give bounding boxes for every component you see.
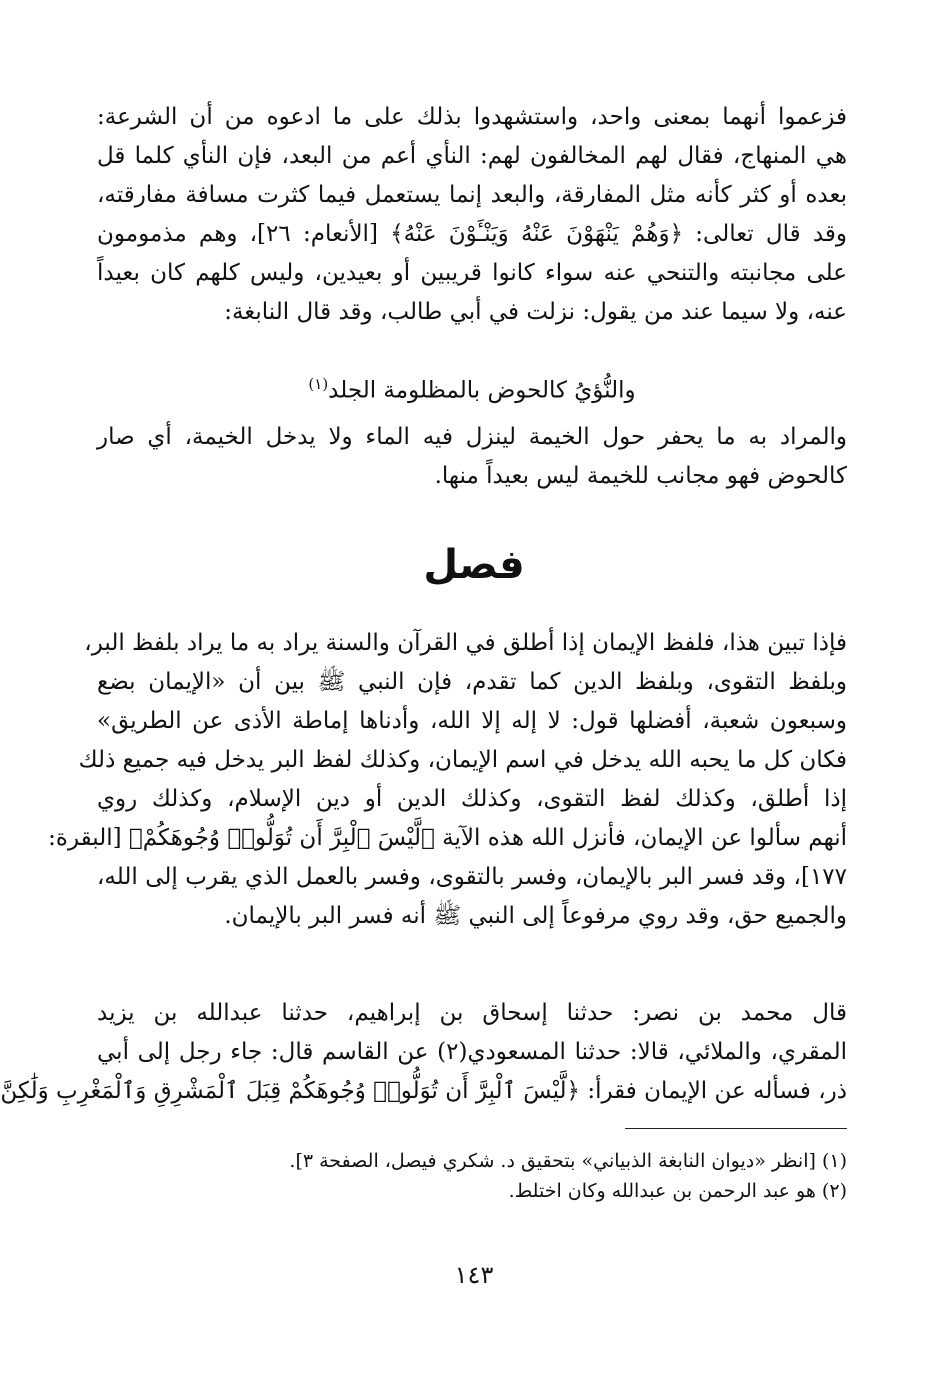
paragraph-1 — [97, 98, 847, 332]
poetry-verse — [97, 364, 847, 411]
footnote-divider — [625, 1128, 847, 1129]
verse-text: والنُّؤيُ كالحوض بالمظلومة الجلد — [328, 377, 636, 404]
text-line: إذا أطلق، وكذلك لفظ التقوى، وكذلك الدين أو دين الإسلام، وكذلك روي — [97, 786, 847, 812]
section-heading: فصل — [423, 542, 525, 588]
footnotes — [97, 1146, 847, 1206]
text-line: بعده أو كثر كأنه مثل المفارقة، والبعد إنما يستعمل فيما كثرت مسافة مفارقته، — [97, 182, 847, 208]
text-line: ١٧٧]، وقد فسر البر بالإيمان، وفسر بالتقوى، وفسر بالعمل الذي يقرب إلى الله، — [97, 864, 847, 890]
text-line: والمراد به ما يحفر حول الخيمة لينزل فيه الماء ولا يدخل الخيمة، أي صار — [97, 424, 847, 450]
text-line: وبلفظ التقوى، وبلفظ الدين كما تقدم، فإن النبي ﷺ بين أن «الإيمان بضع — [97, 669, 847, 695]
text-line: عنه، ولا سيما عند من يقول: نزلت في أبي طالب، وقد قال النابغة: — [224, 299, 847, 325]
text-line: كالحوض فهو مجانب للخيمة ليس بعيداً منها. — [434, 463, 847, 489]
footnote-mark: (١) — [308, 375, 329, 393]
text-line: المقري، والملائي، قالا: حدثنا المسعودي(٢) عن القاسم قال: جاء رجل إلى أبي — [97, 1039, 847, 1065]
text-line: قال محمد بن نصر: حدثنا إسحاق بن إبراهيم، حدثنا عبدالله بن يزيد — [97, 1000, 847, 1026]
text-line: وسبعون شعبة، أفضلها قول: لا إله إلا الله، وأدناها إماطة الأذى عن الطريق» — [97, 708, 847, 734]
footnote-1: (١) [انظر «ديوان النابغة الذبياني» بتحقيق د. شكري فيصل، الصفحة ٣]. — [289, 1150, 847, 1172]
text-line: فزعموا أنهما بمعنى واحد، واستشهدوا بذلك على ما ادعوه من أن الشرعة: — [97, 104, 847, 130]
paragraph-4 — [0, 994, 847, 1111]
page-number: ١٤٣ — [454, 1261, 494, 1289]
paragraph-2 — [97, 418, 847, 496]
text-line: ذر، فسأله عن الإيمان فقرأ: ﴿لَّيْسَ ٱلْبِرَّ أَن تُوَلُّوا۟ وُجُوهَكُمْ قِبَلَ ٱلْمَشْرِقِ وَٱلْمَغْرِبِ وَلَٰكِنَّ — [0, 1078, 847, 1104]
text-line: هي المنهاج، فقال لهم المخالفون لهم: النأي أعم من البعد، فإن النأي كلما قل — [97, 143, 847, 169]
paragraph-3 — [48, 624, 847, 936]
text-line: فكان كل ما يحبه الله يدخل في اسم الإيمان، وكذلك لفظ البر يدخل فيه جميع ذلك — [78, 747, 847, 773]
text-line: والجميع حق، وقد روي مرفوعاً إلى النبي ﷺ أنه فسر البر بالإيمان. — [224, 903, 847, 929]
text-line: أنهم سألوا عن الإيمان، فأنزل الله هذه الآية ﴿لَّيْسَ ٱلْبِرَّ أَن تُوَلُّوا۟ وُجُوهَكُمْ﴾ [البقرة: — [48, 825, 847, 851]
text-line: وقد قال تعالى: ﴿وَهُمْ يَنْهَوْنَ عَنْهُ وَيَنْـَٔوْنَ عَنْهُ﴾ [الأنعام: ٢٦]، وهم مذمومون — [97, 221, 847, 247]
footnote-2: (٢) هو عبد الرحمن بن عبدالله وكان اختلط. — [508, 1180, 847, 1202]
text-line: على مجانبته والتنحي عنه سواء كانوا قريبين أو بعيدين، وليس كلهم كان بعيداً — [97, 260, 847, 286]
text-line: فإذا تبين هذا، فلفظ الإيمان إذا أطلق في القرآن والسنة يراد به ما يراد بلفظ البر، — [84, 630, 847, 656]
